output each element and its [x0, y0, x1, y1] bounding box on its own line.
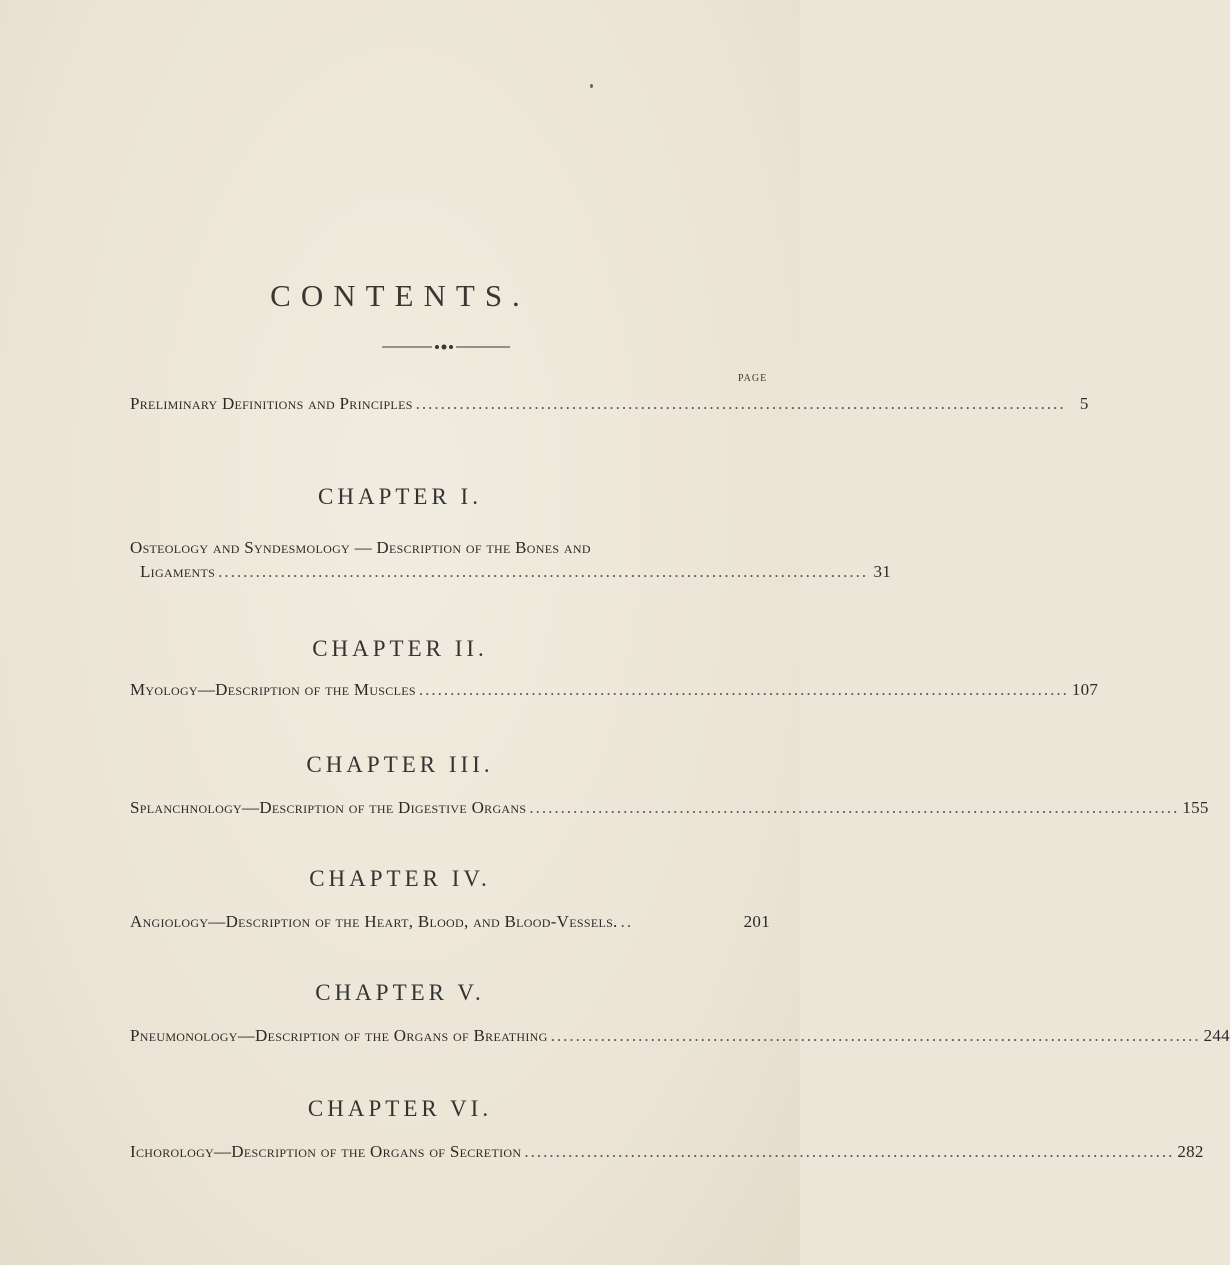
chapter-heading-5: CHAPTER V.: [315, 980, 485, 1005]
chapter-heading-4: CHAPTER IV.: [309, 866, 491, 891]
page-number: 155: [1182, 798, 1209, 817]
entry-text-line-2: Ligaments: [140, 562, 216, 581]
page-number: 31: [873, 562, 892, 581]
page-column-label: PAGE: [738, 373, 768, 384]
chapter-heading-1: CHAPTER I.: [318, 484, 482, 509]
leader-dots: ........................................................................................................: [415, 394, 1066, 413]
page-number: 282: [1177, 1142, 1204, 1161]
page-title: CONTENTS.: [270, 278, 530, 313]
toc-entry-chapter-6[interactable]: [130, 1140, 1204, 1164]
entry-text: Angiology—Description of the Heart, Blood, and Blood-Vessels.: [130, 912, 618, 931]
page-number: 244: [1203, 1026, 1230, 1045]
chapter-heading-3: CHAPTER III.: [306, 752, 494, 777]
leader-dots: ..: [620, 912, 634, 931]
leader-dots: ........................................................................................................: [524, 1142, 1175, 1161]
ornamental-rule: [382, 343, 510, 351]
entry-text: Preliminary Definitions and Principles: [130, 394, 413, 413]
entry-text: Splanchnology—Description of the Digestive Organs: [130, 798, 527, 817]
toc-entry-chapter-3[interactable]: [130, 796, 1209, 820]
entry-text-line-1: Osteology and Syndesmology — Description of the Bones and: [130, 538, 591, 557]
toc-entry-chapter-1[interactable]: [130, 536, 892, 584]
entry-text: Pneumonology—Description of the Organs of Breathing: [130, 1026, 548, 1045]
leader-dots: ........................................................................................................: [218, 562, 869, 581]
toc-entry-chapter-4[interactable]: [130, 910, 770, 934]
entry-text: Myology—Description of the Muscles: [130, 680, 416, 699]
toc-entry-preliminary[interactable]: [130, 392, 1089, 416]
chapter-heading-2: CHAPTER II.: [312, 636, 488, 661]
page-number: 5: [1079, 394, 1089, 413]
toc-entry-chapter-5[interactable]: [130, 1024, 1230, 1048]
leader-dots: ........................................................................................................: [550, 1026, 1201, 1045]
ink-speck: [590, 84, 593, 88]
page-number: 107: [1071, 680, 1099, 699]
leader-dots: ........................................................................................................: [418, 680, 1069, 699]
leader-dots: ........................................................................................................: [529, 798, 1180, 817]
entry-text: Ichorology—Description of the Organs of Secretion: [130, 1142, 522, 1161]
toc-entry-chapter-2[interactable]: [130, 678, 1099, 702]
page-number: 201: [743, 912, 770, 931]
chapter-heading-6: CHAPTER VI.: [307, 1096, 493, 1121]
